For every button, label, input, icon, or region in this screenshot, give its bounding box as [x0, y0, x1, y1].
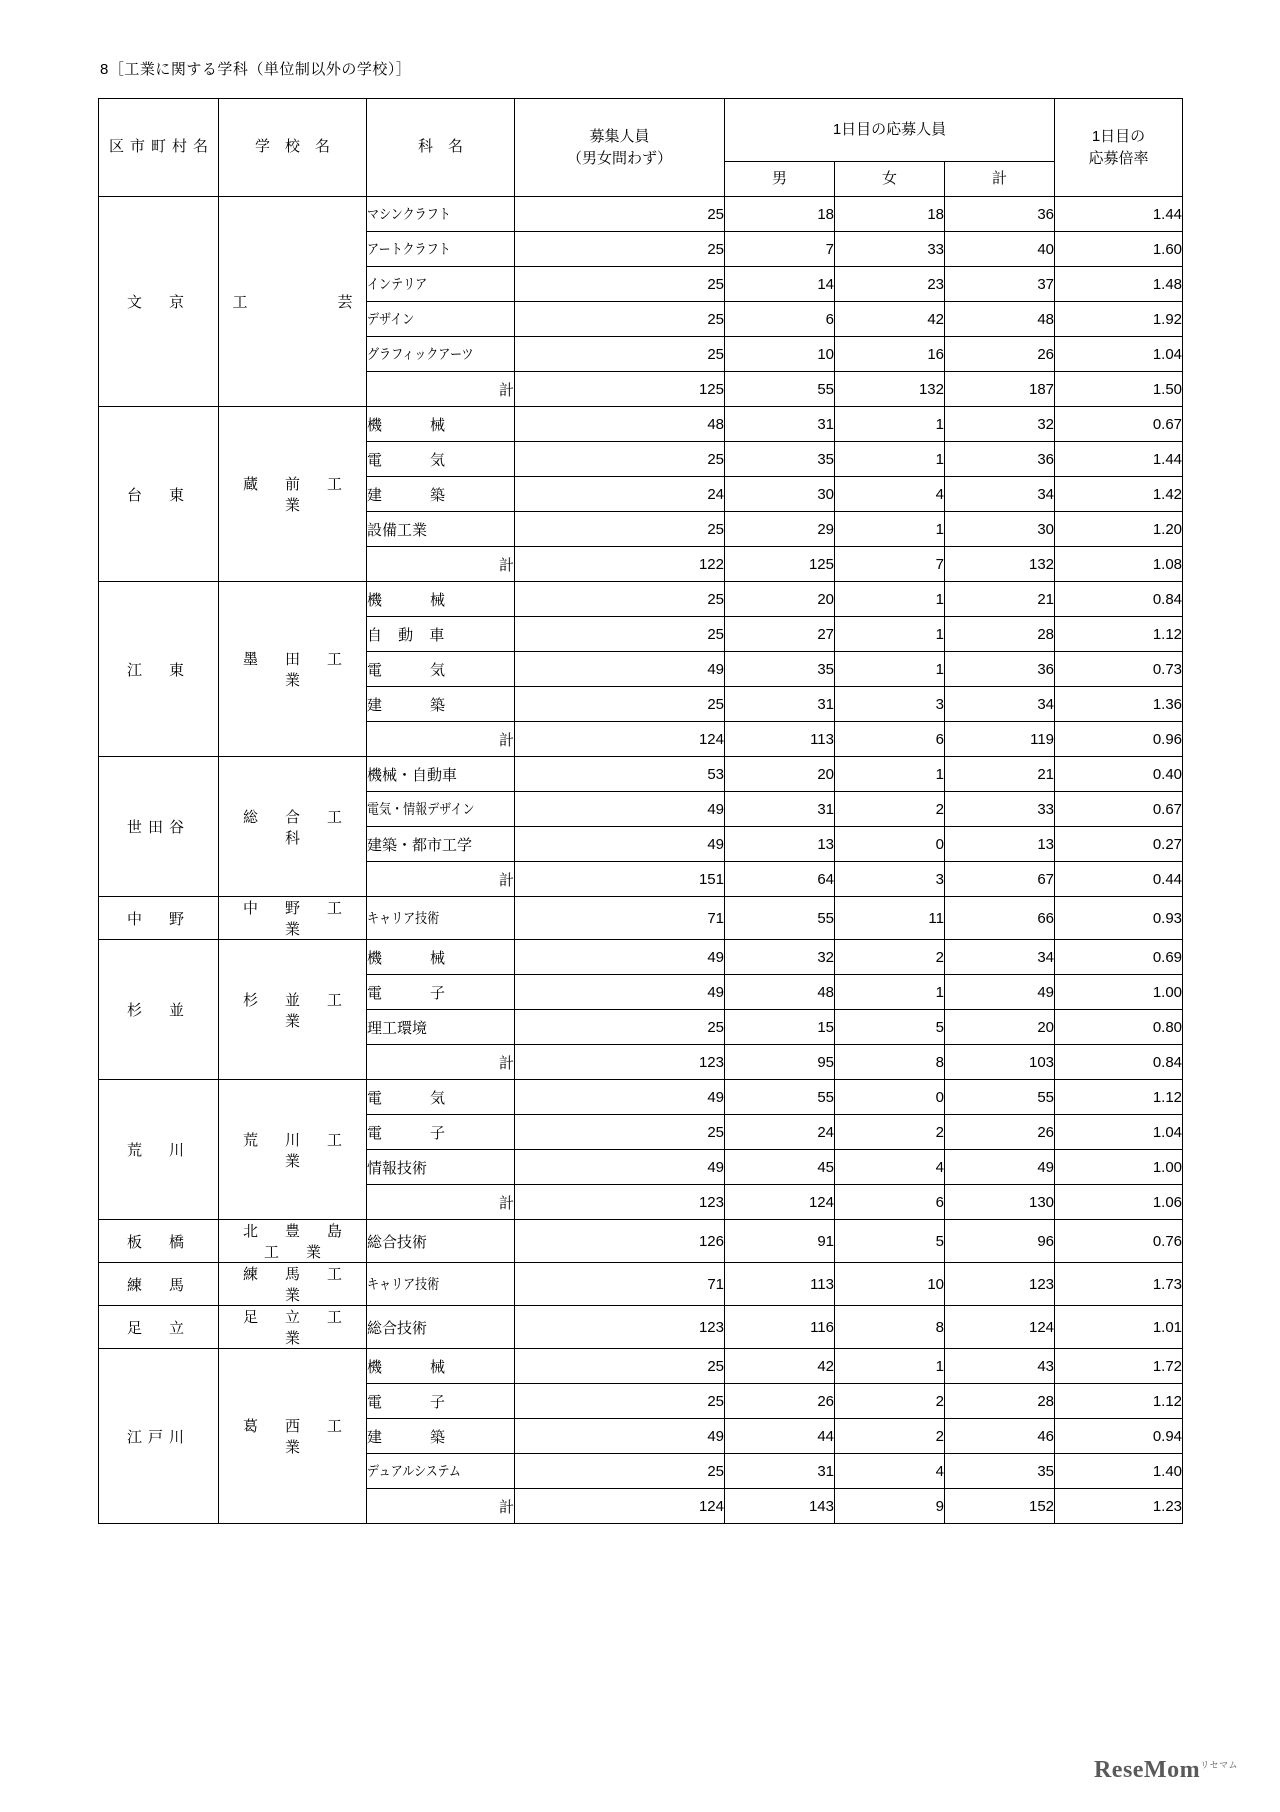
cell-female: 9 — [835, 1489, 945, 1524]
cell-female: 1 — [835, 407, 945, 442]
cell-quota: 24 — [515, 477, 725, 512]
cell-rate: 1.60 — [1055, 232, 1183, 267]
cell-quota: 25 — [515, 337, 725, 372]
cell-course: キャリア技術 — [367, 1263, 515, 1306]
cell-quota: 49 — [515, 827, 725, 862]
cell-rate: 1.72 — [1055, 1349, 1183, 1384]
page-title: 8［工業に関する学科（単位制以外の学校）］ — [100, 61, 412, 78]
cell-total: 66 — [945, 897, 1055, 940]
cell-course: デザイン — [367, 302, 515, 337]
cell-city: 台 東 — [99, 407, 219, 582]
cell-quota: 49 — [515, 1080, 725, 1115]
cell-male: 6 — [725, 302, 835, 337]
cell-female: 8 — [835, 1045, 945, 1080]
cell-city: 板 橋 — [99, 1220, 219, 1263]
cell-total: 13 — [945, 827, 1055, 862]
cell-rate: 0.84 — [1055, 582, 1183, 617]
cell-total: 30 — [945, 512, 1055, 547]
cell-course: 機械・自動車 — [367, 757, 515, 792]
table-row — [99, 897, 1183, 940]
cell-quota: 25 — [515, 1115, 725, 1150]
cell-city: 江 東 — [99, 582, 219, 757]
cell-rate: 0.40 — [1055, 757, 1183, 792]
cell-quota: 71 — [515, 1263, 725, 1306]
cell-rate: 1.01 — [1055, 1306, 1183, 1349]
cell-total: 55 — [945, 1080, 1055, 1115]
table-row — [99, 1263, 1183, 1306]
cell-school: 荒 川 工 業 — [219, 1080, 367, 1220]
cell-sum-label: 計 — [367, 1185, 515, 1220]
cell-female: 4 — [835, 477, 945, 512]
cell-male: 35 — [725, 442, 835, 477]
cell-male: 113 — [725, 1263, 835, 1306]
cell-school: 北 豊 島 工 業 — [219, 1220, 367, 1263]
cell-quota: 25 — [515, 1384, 725, 1419]
cell-total: 35 — [945, 1454, 1055, 1489]
cell-male: 143 — [725, 1489, 835, 1524]
cell-course: アートクラフト — [367, 232, 515, 267]
cell-total: 20 — [945, 1010, 1055, 1045]
header-rate: 1日目の 応募倍率 — [1055, 99, 1183, 197]
cell-rate: 0.94 — [1055, 1419, 1183, 1454]
cell-female: 1 — [835, 757, 945, 792]
cell-rate: 1.04 — [1055, 337, 1183, 372]
cell-sum-label: 計 — [367, 722, 515, 757]
cell-male: 13 — [725, 827, 835, 862]
cell-total: 187 — [945, 372, 1055, 407]
cell-male: 64 — [725, 862, 835, 897]
cell-total: 34 — [945, 687, 1055, 722]
cell-quota: 126 — [515, 1220, 725, 1263]
cell-female: 2 — [835, 940, 945, 975]
cell-course: 電気・情報デザイン — [367, 792, 515, 827]
cell-school: 総 合 工 科 — [219, 757, 367, 897]
cell-rate: 1.48 — [1055, 267, 1183, 302]
cell-female: 7 — [835, 547, 945, 582]
cell-rate: 0.93 — [1055, 897, 1183, 940]
cell-male: 55 — [725, 897, 835, 940]
cell-course: 電 気 — [367, 1080, 515, 1115]
table-row — [99, 1220, 1183, 1263]
cell-quota: 49 — [515, 1419, 725, 1454]
cell-total: 152 — [945, 1489, 1055, 1524]
cell-course: 電 気 — [367, 442, 515, 477]
cell-male: 7 — [725, 232, 835, 267]
cell-course: グラフィックアーツ — [367, 337, 515, 372]
cell-male: 14 — [725, 267, 835, 302]
cell-total: 48 — [945, 302, 1055, 337]
cell-female: 6 — [835, 1185, 945, 1220]
cell-male: 20 — [725, 582, 835, 617]
cell-male: 48 — [725, 975, 835, 1010]
cell-rate: 0.44 — [1055, 862, 1183, 897]
cell-female: 4 — [835, 1150, 945, 1185]
table-row — [99, 1080, 1183, 1115]
cell-rate: 0.80 — [1055, 1010, 1183, 1045]
cell-quota: 25 — [515, 442, 725, 477]
cell-male: 10 — [725, 337, 835, 372]
cell-total: 96 — [945, 1220, 1055, 1263]
cell-female: 1 — [835, 652, 945, 687]
cell-male: 116 — [725, 1306, 835, 1349]
cell-male: 113 — [725, 722, 835, 757]
cell-male: 95 — [725, 1045, 835, 1080]
cell-female: 1 — [835, 1349, 945, 1384]
cell-rate: 1.40 — [1055, 1454, 1183, 1489]
cell-school: 工 芸 — [219, 197, 367, 407]
cell-school: 足 立 工 業 — [219, 1306, 367, 1349]
cell-quota: 25 — [515, 267, 725, 302]
cell-female: 2 — [835, 1419, 945, 1454]
table-row — [99, 407, 1183, 442]
cell-total: 119 — [945, 722, 1055, 757]
cell-city: 世田谷 — [99, 757, 219, 897]
cell-female: 1 — [835, 975, 945, 1010]
cell-total: 26 — [945, 337, 1055, 372]
cell-male: 31 — [725, 792, 835, 827]
cell-city: 練 馬 — [99, 1263, 219, 1306]
header-total: 計 — [945, 162, 1055, 197]
cell-quota: 49 — [515, 1150, 725, 1185]
cell-quota: 25 — [515, 1349, 725, 1384]
header-female: 女 — [835, 162, 945, 197]
cell-female: 10 — [835, 1263, 945, 1306]
cell-male: 44 — [725, 1419, 835, 1454]
cell-school: 蔵 前 工 業 — [219, 407, 367, 582]
cell-course: マシンクラフト — [367, 197, 515, 232]
cell-course: 機 械 — [367, 582, 515, 617]
cell-male: 26 — [725, 1384, 835, 1419]
cell-male: 55 — [725, 372, 835, 407]
cell-male: 124 — [725, 1185, 835, 1220]
cell-rate: 1.12 — [1055, 1080, 1183, 1115]
table-header — [99, 99, 1183, 197]
cell-male: 42 — [725, 1349, 835, 1384]
cell-quota: 123 — [515, 1306, 725, 1349]
cell-male: 45 — [725, 1150, 835, 1185]
cell-male: 24 — [725, 1115, 835, 1150]
cell-male: 18 — [725, 197, 835, 232]
cell-city: 江戸川 — [99, 1349, 219, 1524]
cell-course: 建 築 — [367, 1419, 515, 1454]
cell-female: 3 — [835, 687, 945, 722]
cell-male: 15 — [725, 1010, 835, 1045]
header-male: 男 — [725, 162, 835, 197]
cell-female: 33 — [835, 232, 945, 267]
cell-quota: 125 — [515, 372, 725, 407]
cell-course: 電 子 — [367, 1384, 515, 1419]
cell-course: 電 気 — [367, 652, 515, 687]
header-city: 区市町村名 — [99, 99, 219, 197]
cell-total: 36 — [945, 197, 1055, 232]
cell-rate: 1.50 — [1055, 372, 1183, 407]
cell-course: 建 築 — [367, 687, 515, 722]
cell-rate: 1.44 — [1055, 442, 1183, 477]
cell-total: 28 — [945, 617, 1055, 652]
cell-quota: 25 — [515, 687, 725, 722]
cell-rate: 1.44 — [1055, 197, 1183, 232]
cell-rate: 1.00 — [1055, 1150, 1183, 1185]
cell-total: 49 — [945, 1150, 1055, 1185]
cell-male: 31 — [725, 407, 835, 442]
cell-quota: 49 — [515, 652, 725, 687]
cell-total: 49 — [945, 975, 1055, 1010]
cell-course: 自 動 車 — [367, 617, 515, 652]
cell-rate: 0.67 — [1055, 792, 1183, 827]
cell-city: 文 京 — [99, 197, 219, 407]
cell-male: 30 — [725, 477, 835, 512]
cell-course: 総合技術 — [367, 1220, 515, 1263]
cell-city: 中 野 — [99, 897, 219, 940]
cell-male: 20 — [725, 757, 835, 792]
header-school: 学 校 名 — [219, 99, 367, 197]
cell-female: 5 — [835, 1220, 945, 1263]
cell-rate: 0.96 — [1055, 722, 1183, 757]
cell-total: 34 — [945, 940, 1055, 975]
cell-male: 27 — [725, 617, 835, 652]
cell-quota: 122 — [515, 547, 725, 582]
cell-female: 1 — [835, 617, 945, 652]
cell-female: 1 — [835, 442, 945, 477]
table-row — [99, 940, 1183, 975]
cell-male: 32 — [725, 940, 835, 975]
cell-male: 31 — [725, 687, 835, 722]
cell-total: 103 — [945, 1045, 1055, 1080]
cell-quota: 123 — [515, 1045, 725, 1080]
cell-rate: 1.04 — [1055, 1115, 1183, 1150]
cell-rate: 0.67 — [1055, 407, 1183, 442]
cell-quota: 25 — [515, 1010, 725, 1045]
table-row — [99, 1349, 1183, 1384]
cell-female: 2 — [835, 1115, 945, 1150]
cell-quota: 25 — [515, 582, 725, 617]
cell-rate: 1.12 — [1055, 1384, 1183, 1419]
cell-course: 理工環境 — [367, 1010, 515, 1045]
cell-female: 2 — [835, 792, 945, 827]
cell-male: 31 — [725, 1454, 835, 1489]
cell-quota: 124 — [515, 722, 725, 757]
cell-rate: 1.73 — [1055, 1263, 1183, 1306]
cell-city: 足 立 — [99, 1306, 219, 1349]
cell-female: 18 — [835, 197, 945, 232]
cell-quota: 48 — [515, 407, 725, 442]
table-row — [99, 1306, 1183, 1349]
cell-sum-label: 計 — [367, 1045, 515, 1080]
cell-female: 11 — [835, 897, 945, 940]
cell-total: 28 — [945, 1384, 1055, 1419]
cell-quota: 25 — [515, 197, 725, 232]
cell-rate: 1.20 — [1055, 512, 1183, 547]
cell-male: 29 — [725, 512, 835, 547]
cell-rate: 1.42 — [1055, 477, 1183, 512]
cell-quota: 25 — [515, 302, 725, 337]
table-row — [99, 757, 1183, 792]
cell-total: 46 — [945, 1419, 1055, 1454]
cell-course: 情報技術 — [367, 1150, 515, 1185]
cell-quota: 71 — [515, 897, 725, 940]
cell-rate: 1.06 — [1055, 1185, 1183, 1220]
cell-quota: 151 — [515, 862, 725, 897]
applications-table — [98, 98, 1183, 1524]
cell-school: 墨 田 工 業 — [219, 582, 367, 757]
cell-female: 8 — [835, 1306, 945, 1349]
cell-total: 32 — [945, 407, 1055, 442]
cell-quota: 49 — [515, 792, 725, 827]
cell-total: 123 — [945, 1263, 1055, 1306]
cell-school: 練 馬 工 業 — [219, 1263, 367, 1306]
cell-total: 67 — [945, 862, 1055, 897]
cell-female: 1 — [835, 582, 945, 617]
cell-rate: 1.12 — [1055, 617, 1183, 652]
cell-sum-label: 計 — [367, 1489, 515, 1524]
cell-city: 荒 川 — [99, 1080, 219, 1220]
cell-course: キャリア技術 — [367, 897, 515, 940]
cell-total: 132 — [945, 547, 1055, 582]
cell-school: 杉 並 工 業 — [219, 940, 367, 1080]
cell-course: インテリア — [367, 267, 515, 302]
cell-male: 55 — [725, 1080, 835, 1115]
cell-school: 葛 西 工 業 — [219, 1349, 367, 1524]
cell-course: 機 械 — [367, 407, 515, 442]
header-applicants: 1日目の応募人員 — [725, 99, 1055, 162]
header-quota: 募集人員 （男女問わず） — [515, 99, 725, 197]
cell-course: 建 築 — [367, 477, 515, 512]
cell-rate: 0.76 — [1055, 1220, 1183, 1263]
cell-male: 125 — [725, 547, 835, 582]
cell-female: 16 — [835, 337, 945, 372]
cell-female: 4 — [835, 1454, 945, 1489]
cell-course: 機 械 — [367, 1349, 515, 1384]
cell-rate: 0.69 — [1055, 940, 1183, 975]
table-row — [99, 197, 1183, 232]
header-course: 科 名 — [367, 99, 515, 197]
cell-total: 21 — [945, 582, 1055, 617]
cell-rate: 0.27 — [1055, 827, 1183, 862]
cell-total: 21 — [945, 757, 1055, 792]
cell-female: 1 — [835, 512, 945, 547]
cell-rate: 0.73 — [1055, 652, 1183, 687]
cell-total: 124 — [945, 1306, 1055, 1349]
cell-course: 総合技術 — [367, 1306, 515, 1349]
cell-course: デュアルシステム — [367, 1454, 515, 1489]
cell-rate: 1.23 — [1055, 1489, 1183, 1524]
cell-course: 建築・都市工学 — [367, 827, 515, 862]
cell-total: 36 — [945, 442, 1055, 477]
cell-female: 5 — [835, 1010, 945, 1045]
cell-female: 6 — [835, 722, 945, 757]
cell-male: 35 — [725, 652, 835, 687]
cell-quota: 49 — [515, 975, 725, 1010]
cell-course: 電 子 — [367, 1115, 515, 1150]
cell-female: 2 — [835, 1384, 945, 1419]
cell-total: 130 — [945, 1185, 1055, 1220]
table-body — [99, 197, 1183, 1524]
cell-course: 機 械 — [367, 940, 515, 975]
cell-sum-label: 計 — [367, 547, 515, 582]
cell-rate: 1.36 — [1055, 687, 1183, 722]
watermark-logo: ReseMom$^{リセマム}$ — [1093, 1757, 1238, 1783]
cell-quota: 124 — [515, 1489, 725, 1524]
cell-total: 33 — [945, 792, 1055, 827]
cell-rate: 1.08 — [1055, 547, 1183, 582]
cell-female: 0 — [835, 1080, 945, 1115]
cell-sum-label: 計 — [367, 862, 515, 897]
cell-school: 中 野 工 業 — [219, 897, 367, 940]
cell-quota: 25 — [515, 512, 725, 547]
cell-quota: 25 — [515, 617, 725, 652]
cell-total: 43 — [945, 1349, 1055, 1384]
cell-quota: 53 — [515, 757, 725, 792]
cell-total: 40 — [945, 232, 1055, 267]
cell-quota: 25 — [515, 232, 725, 267]
cell-quota: 25 — [515, 1454, 725, 1489]
cell-city: 杉 並 — [99, 940, 219, 1080]
cell-male: 91 — [725, 1220, 835, 1263]
cell-quota: 123 — [515, 1185, 725, 1220]
cell-quota: 49 — [515, 940, 725, 975]
cell-total: 36 — [945, 652, 1055, 687]
cell-female: 42 — [835, 302, 945, 337]
cell-total: 26 — [945, 1115, 1055, 1150]
cell-course: 電 子 — [367, 975, 515, 1010]
cell-female: 132 — [835, 372, 945, 407]
cell-total: 34 — [945, 477, 1055, 512]
cell-rate: 1.00 — [1055, 975, 1183, 1010]
cell-rate: 1.92 — [1055, 302, 1183, 337]
cell-female: 23 — [835, 267, 945, 302]
cell-sum-label: 計 — [367, 372, 515, 407]
cell-course: 設備工業 — [367, 512, 515, 547]
cell-female: 3 — [835, 862, 945, 897]
table-row — [99, 582, 1183, 617]
cell-rate: 0.84 — [1055, 1045, 1183, 1080]
cell-female: 0 — [835, 827, 945, 862]
cell-total: 37 — [945, 267, 1055, 302]
